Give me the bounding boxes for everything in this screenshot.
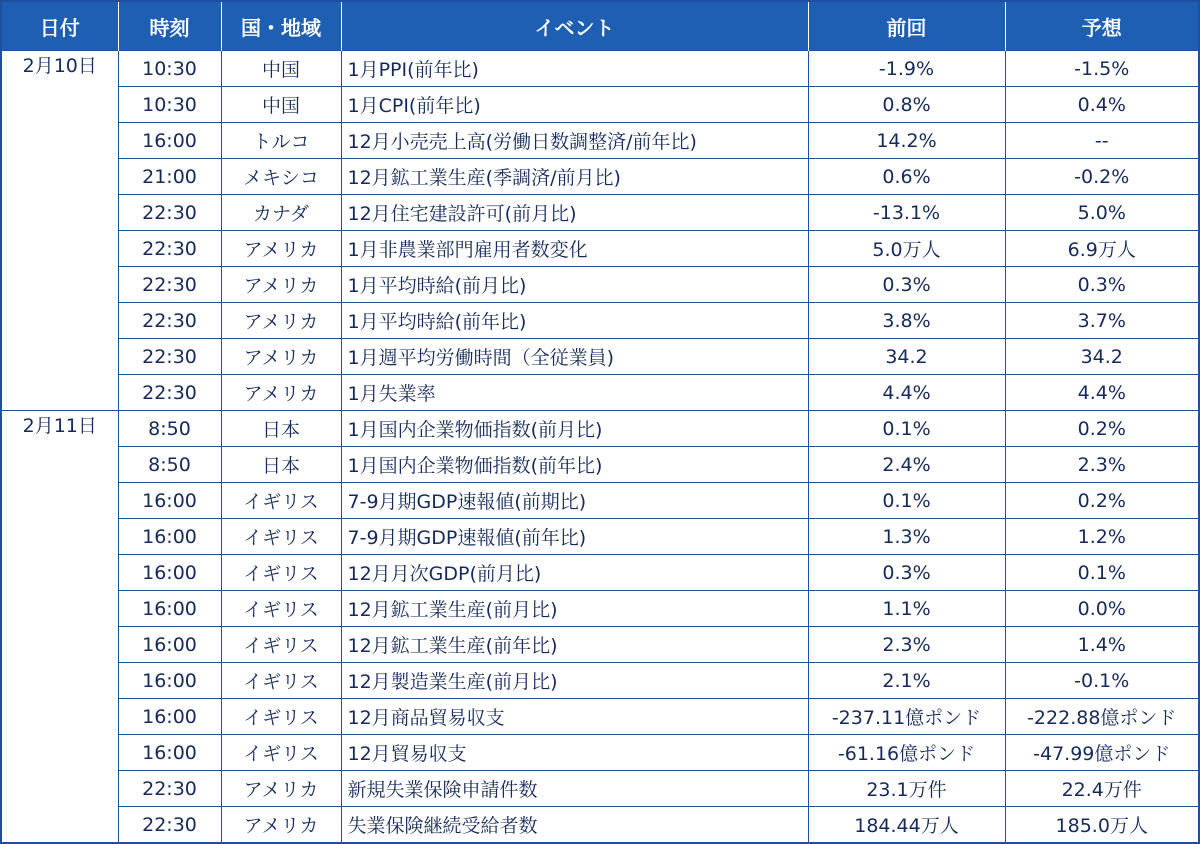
country-cell: 日本 [221,447,341,483]
forecast-cell: 2.3% [1005,447,1199,483]
previous-cell: 0.3% [808,267,1005,303]
country-cell: トルコ [221,123,341,159]
country-cell: メキシコ [221,159,341,195]
forecast-cell: -222.88億ポンド [1005,699,1199,735]
time-cell: 22:30 [118,267,221,303]
header-forecast: 予想 [1005,1,1199,51]
previous-cell: -13.1% [808,195,1005,231]
forecast-cell: -0.1% [1005,663,1199,699]
country-cell: イギリス [221,735,341,771]
forecast-cell: 34.2 [1005,339,1199,375]
forecast-cell: 1.2% [1005,519,1199,555]
time-cell: 22:30 [118,195,221,231]
time-cell: 22:30 [118,807,221,844]
time-cell: 21:00 [118,159,221,195]
forecast-cell: -- [1005,123,1199,159]
previous-cell: 14.2% [808,123,1005,159]
time-cell: 16:00 [118,591,221,627]
country-cell: イギリス [221,663,341,699]
time-cell: 16:00 [118,123,221,159]
table-body [1,51,1199,844]
previous-cell: 0.6% [808,159,1005,195]
time-cell: 22:30 [118,303,221,339]
table-row [1,699,1199,735]
previous-cell: 2.1% [808,663,1005,699]
header-date: 日付 [1,1,118,51]
time-cell: 16:00 [118,555,221,591]
previous-cell: 5.0万人 [808,231,1005,267]
time-cell: 16:00 [118,735,221,771]
time-cell: 16:00 [118,519,221,555]
table-row [1,231,1199,267]
table-row [1,339,1199,375]
previous-cell: -1.9% [808,51,1005,87]
event-cell: 1月平均時給(前年比) [341,303,808,339]
event-cell: 7-9月期GDP速報値(前期比) [341,483,808,519]
table-row [1,555,1199,591]
time-cell: 10:30 [118,87,221,123]
previous-cell: -61.16億ポンド [808,735,1005,771]
country-cell: アメリカ [221,375,341,411]
event-cell: 新規失業保険申請件数 [341,771,808,807]
time-cell: 8:50 [118,411,221,447]
country-cell: 中国 [221,87,341,123]
time-cell: 16:00 [118,627,221,663]
table-row [1,195,1199,231]
header-time: 時刻 [118,1,221,51]
table-row [1,735,1199,771]
previous-cell: 0.8% [808,87,1005,123]
previous-cell: 184.44万人 [808,807,1005,844]
previous-cell: 4.4% [808,375,1005,411]
time-cell: 16:00 [118,663,221,699]
event-cell: 1月PPI(前年比) [341,51,808,87]
event-cell: 12月月次GDP(前月比) [341,555,808,591]
header-country: 国・地域 [221,1,341,51]
forecast-cell: 0.4% [1005,87,1199,123]
previous-cell: 1.1% [808,591,1005,627]
table-row [1,483,1199,519]
previous-cell: 0.3% [808,555,1005,591]
table-row [1,87,1199,123]
forecast-cell: 0.1% [1005,555,1199,591]
header-previous: 前回 [808,1,1005,51]
country-cell: イギリス [221,591,341,627]
table-header [1,1,1199,51]
event-cell: 12月製造業生産(前月比) [341,663,808,699]
event-cell: 1月平均時給(前月比) [341,267,808,303]
forecast-cell: 0.2% [1005,483,1199,519]
forecast-cell: 0.3% [1005,267,1199,303]
forecast-cell: 6.9万人 [1005,231,1199,267]
previous-cell: 34.2 [808,339,1005,375]
forecast-cell: 1.4% [1005,627,1199,663]
forecast-cell: -1.5% [1005,51,1199,87]
country-cell: アメリカ [221,339,341,375]
event-cell: 12月商品貿易収支 [341,699,808,735]
date-cell: 2月11日 [1,411,118,844]
country-cell: カナダ [221,195,341,231]
event-cell: 1月CPI(前年比) [341,87,808,123]
forecast-cell: -47.99億ポンド [1005,735,1199,771]
forecast-cell: 3.7% [1005,303,1199,339]
event-cell: 失業保険継続受給者数 [341,807,808,844]
table-row [1,159,1199,195]
table-row [1,267,1199,303]
event-cell: 12月鉱工業生産(季調済/前月比) [341,159,808,195]
country-cell: アメリカ [221,267,341,303]
forecast-cell: 5.0% [1005,195,1199,231]
table-row [1,663,1199,699]
event-cell: 12月鉱工業生産(前年比) [341,627,808,663]
date-cell: 2月10日 [1,51,118,411]
country-cell: イギリス [221,555,341,591]
country-cell: アメリカ [221,807,341,844]
time-cell: 10:30 [118,51,221,87]
previous-cell: 3.8% [808,303,1005,339]
forecast-cell: 185.0万人 [1005,807,1199,844]
time-cell: 16:00 [118,483,221,519]
event-cell: 1月週平均労働時間（全従業員) [341,339,808,375]
forecast-cell: -0.2% [1005,159,1199,195]
country-cell: イギリス [221,519,341,555]
time-cell: 22:30 [118,231,221,267]
event-cell: 12月貿易収支 [341,735,808,771]
table-row [1,447,1199,483]
table-row [1,519,1199,555]
time-cell: 22:30 [118,771,221,807]
country-cell: イギリス [221,627,341,663]
table-row [1,771,1199,807]
table-row [1,411,1199,447]
previous-cell: 0.1% [808,411,1005,447]
time-cell: 8:50 [118,447,221,483]
forecast-cell: 4.4% [1005,375,1199,411]
forecast-cell: 0.2% [1005,411,1199,447]
event-cell: 7-9月期GDP速報値(前年比) [341,519,808,555]
country-cell: 日本 [221,411,341,447]
table-row [1,123,1199,159]
table-row [1,303,1199,339]
country-cell: イギリス [221,699,341,735]
header-row [1,1,1199,51]
previous-cell: 2.4% [808,447,1005,483]
event-cell: 12月鉱工業生産(前月比) [341,591,808,627]
country-cell: イギリス [221,483,341,519]
table-row [1,375,1199,411]
country-cell: アメリカ [221,231,341,267]
time-cell: 22:30 [118,375,221,411]
time-cell: 22:30 [118,339,221,375]
table-row [1,627,1199,663]
country-cell: アメリカ [221,771,341,807]
previous-cell: 2.3% [808,627,1005,663]
previous-cell: -237.11億ポンド [808,699,1005,735]
time-cell: 16:00 [118,699,221,735]
previous-cell: 23.1万件 [808,771,1005,807]
table-row [1,51,1199,87]
forecast-cell: 0.0% [1005,591,1199,627]
header-event: イベント [341,1,808,51]
previous-cell: 0.1% [808,483,1005,519]
event-cell: 12月小売売上高(労働日数調整済/前年比) [341,123,808,159]
country-cell: 中国 [221,51,341,87]
event-cell: 1月失業率 [341,375,808,411]
previous-cell: 1.3% [808,519,1005,555]
table-row [1,807,1199,844]
event-cell: 1月非農業部門雇用者数変化 [341,231,808,267]
event-cell: 1月国内企業物価指数(前月比) [341,411,808,447]
country-cell: アメリカ [221,303,341,339]
event-cell: 1月国内企業物価指数(前年比) [341,447,808,483]
event-cell: 12月住宅建設許可(前月比) [341,195,808,231]
table-row [1,591,1199,627]
forecast-cell: 22.4万件 [1005,771,1199,807]
